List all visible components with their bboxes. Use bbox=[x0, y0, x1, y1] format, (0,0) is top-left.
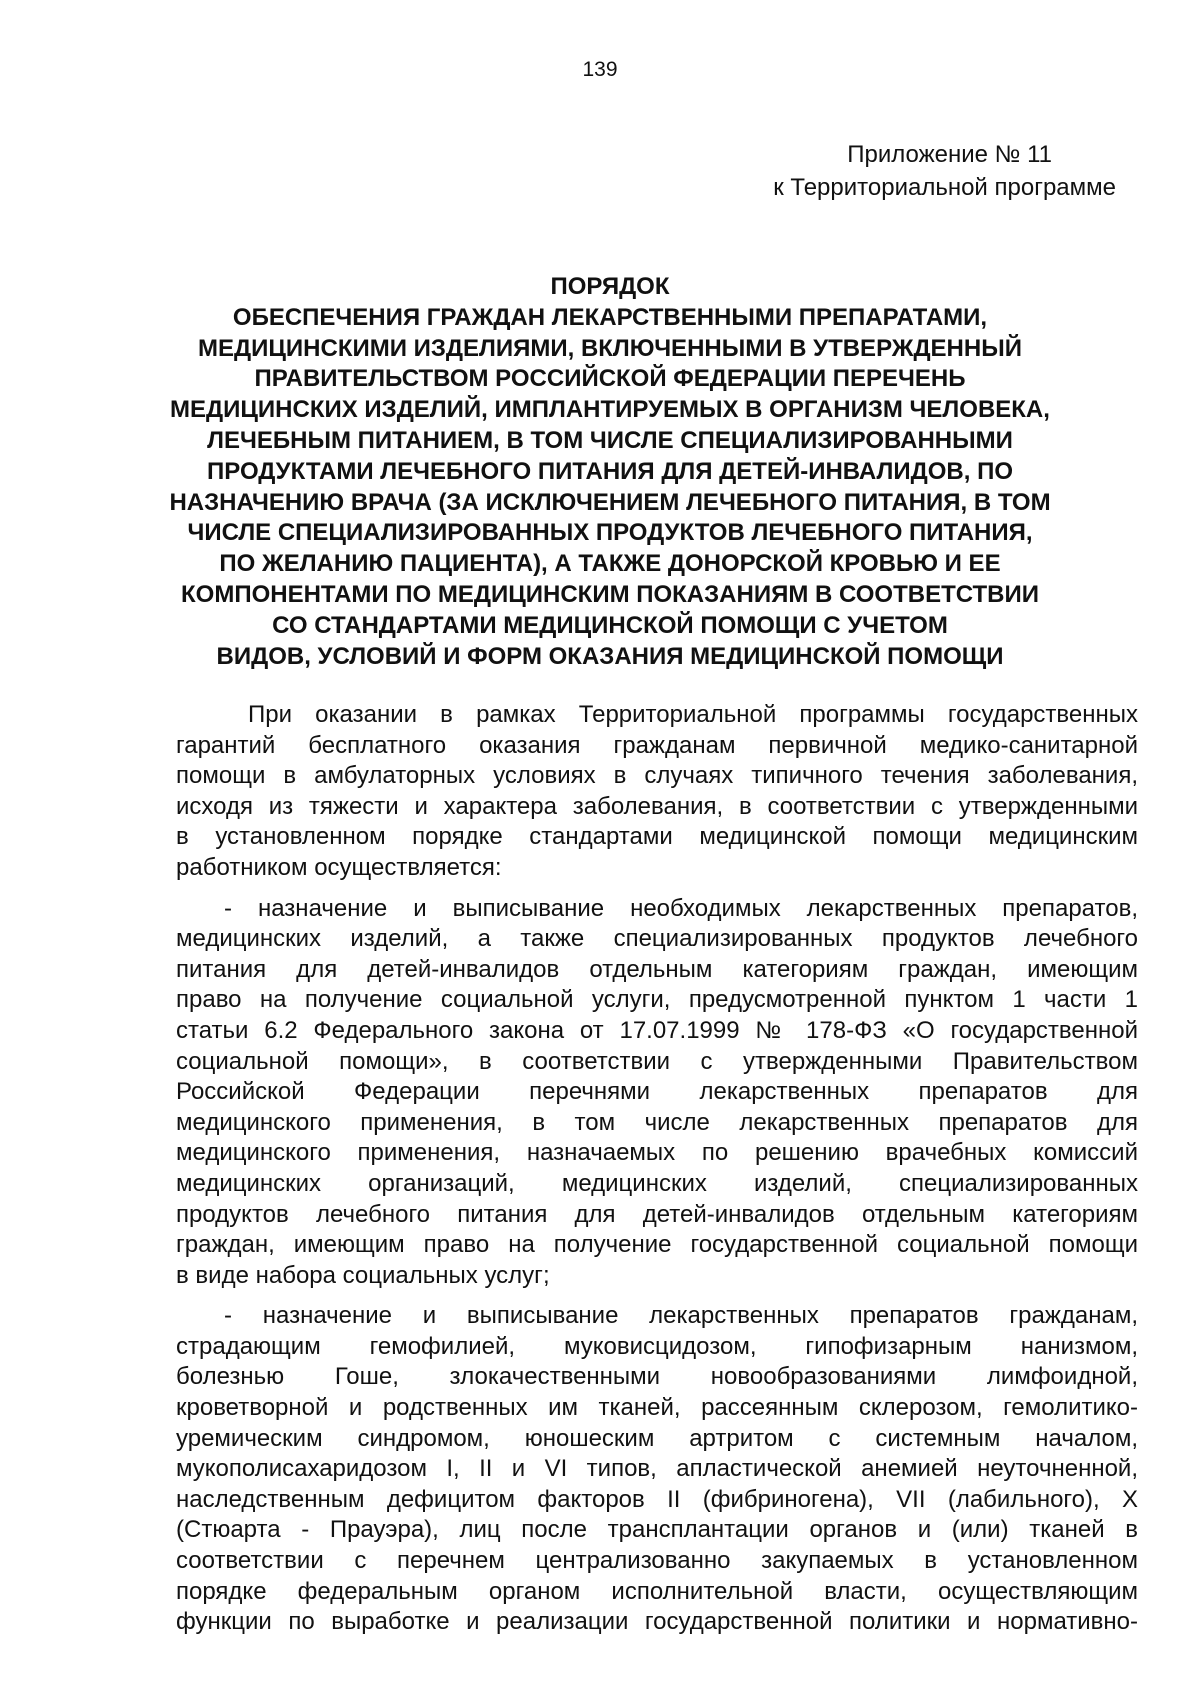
title-line: ВИДОВ, УСЛОВИЙ И ФОРМ ОКАЗАНИЯ МЕДИЦИНСКОЙ ПОМОЩИ bbox=[216, 642, 1004, 670]
text-line: (Стюарта - Прауэра), лиц после трансплантации органов и (или) тканей в bbox=[176, 1516, 1138, 1544]
title-line: КОМПОНЕНТАМИ ПО МЕДИЦИНСКИМ ПОКАЗАНИЯМ В СООТВЕТСТВИИ bbox=[181, 580, 1039, 608]
title-line: СО СТАНДАРТАМИ МЕДИЦИНСКОЙ ПОМОЩИ С УЧЕТОМ bbox=[272, 611, 948, 639]
title-line: НАЗНАЧЕНИЮ ВРАЧА (ЗА ИСКЛЮЧЕНИЕМ ЛЕЧЕБНОГО ПИТАНИЯ, В ТОМ bbox=[169, 488, 1051, 516]
title-line: ЛЕЧЕБНЫМ ПИТАНИЕМ, В ТОМ ЧИСЛЕ СПЕЦИАЛИЗИРОВАННЫМИ bbox=[207, 426, 1013, 454]
document-title bbox=[120, 272, 1100, 672]
text-line: гарантий бесплатного оказания гражданам первичной медико-санитарной bbox=[176, 731, 1138, 759]
text-line: порядке федеральным органом исполнительной власти, осуществляющим bbox=[176, 1577, 1138, 1605]
title-line: ПРОДУКТАМИ ЛЕЧЕБНОГО ПИТАНИЯ ДЛЯ ДЕТЕЙ-ИНВАЛИДОВ, ПО bbox=[207, 457, 1013, 485]
title-line: МЕДИЦИНСКИМИ ИЗДЕЛИЯМИ, ВКЛЮЧЕННЫМИ В УТВЕРЖДЕННЫЙ bbox=[198, 334, 1022, 362]
text-line: право на получение социальной услуги, предусмотренной пунктом 1 части 1 bbox=[176, 986, 1138, 1014]
title-line: ПО ЖЕЛАНИЮ ПАЦИЕНТА), А ТАКЖЕ ДОНОРСКОЙ КРОВЬЮ И ЕЕ bbox=[219, 550, 1001, 578]
text-line: - назначение и выписывание необходимых лекарственных препаратов, bbox=[224, 894, 1138, 922]
text-line: страдающим гемофилией, муковисцидозом, гипофизарным нанизмом, bbox=[176, 1332, 1138, 1360]
text-line: помощи в амбулаторных условиях в случаях типичного течения заболевания, bbox=[176, 762, 1138, 790]
title-line: ПРАВИТЕЛЬСТВОМ РОССИЙСКОЙ ФЕДЕРАЦИИ ПЕРЕЧЕНЬ bbox=[254, 365, 966, 393]
title-line: ЧИСЛЕ СПЕЦИАЛИЗИРОВАННЫХ ПРОДУКТОВ ЛЕЧЕБНОГО ПИТАНИЯ, bbox=[187, 519, 1033, 547]
appendix-reference: к Территориальной программе bbox=[773, 174, 1116, 201]
text-line: соответствии с перечнем централизованно закупаемых в установленном bbox=[176, 1547, 1138, 1575]
body-paragraph bbox=[176, 700, 1138, 884]
text-line: функции по выработке и реализации государственной политики и нормативно- bbox=[176, 1608, 1138, 1636]
text-line: кроветворной и родственных им тканей, рассеянным склерозом, гемолитико- bbox=[176, 1394, 1138, 1422]
text-line: медицинских изделий, а также специализированных продуктов лечебного bbox=[176, 925, 1138, 953]
appendix-header bbox=[516, 138, 1116, 204]
text-line: мукополисахаридозом I, II и VI типов, апластической анемией неуточненной, bbox=[176, 1455, 1138, 1483]
title-line: МЕДИЦИНСКИХ ИЗДЕЛИЙ, ИМПЛАНТИРУЕМЫХ В ОРГАНИЗМ ЧЕЛОВЕКА, bbox=[170, 396, 1050, 424]
page-number: 139 bbox=[582, 58, 618, 81]
list-item-paragraph bbox=[176, 894, 1138, 1292]
text-line: питания для детей-инвалидов отдельным категориям граждан, имеющим bbox=[176, 955, 1138, 983]
text-line: медицинских организаций, медицинских изделий, специализированных bbox=[176, 1169, 1138, 1197]
text-line: При оказании в рамках Территориальной программы государственных bbox=[248, 701, 1138, 728]
text-line: уремическим синдромом, юношеским артритом с системным началом, bbox=[176, 1424, 1138, 1452]
text-line: болезнью Гоше, злокачественными новообразованиями лимфоидной, bbox=[176, 1363, 1138, 1391]
list-item-paragraph bbox=[176, 1301, 1138, 1638]
text-line: медицинского применения, назначаемых по решению врачебных комиссий bbox=[176, 1139, 1138, 1167]
text-line: продуктов лечебного питания для детей-инвалидов отдельным категориям bbox=[176, 1200, 1138, 1228]
text-line: статьи 6.2 Федерального закона от 17.07.1999 № 178-ФЗ «О государственной bbox=[176, 1016, 1138, 1044]
text-line: в установленном порядке стандартами медицинской помощи медицинским bbox=[176, 823, 1138, 851]
text-line: работником осуществляется: bbox=[176, 853, 502, 881]
appendix-number: Приложение № 11 bbox=[847, 141, 1052, 168]
text-line: исходя из тяжести и характера заболевания, в соответствии с утвержденными bbox=[176, 792, 1138, 820]
text-line: Российской Федерации перечнями лекарственных препаратов для bbox=[176, 1078, 1138, 1106]
text-line: - назначение и выписывание лекарственных препаратов гражданам, bbox=[224, 1302, 1138, 1330]
document-body bbox=[176, 700, 1138, 1648]
text-line: в виде набора социальных услуг; bbox=[176, 1261, 550, 1289]
text-line: социальной помощи», в соответствии с утвержденными Правительством bbox=[176, 1047, 1138, 1075]
text-line: медицинского применения, в том числе лекарственных препаратов для bbox=[176, 1108, 1138, 1136]
text-line: наследственным дефицитом факторов II (фибриногена), VII (лабильного), X bbox=[176, 1485, 1138, 1513]
title-line: ОБЕСПЕЧЕНИЯ ГРАЖДАН ЛЕКАРСТВЕННЫМИ ПРЕПАРАТАМИ, bbox=[232, 303, 988, 331]
title-line: ПОРЯДОК bbox=[550, 273, 670, 300]
text-line: граждан, имеющим право на получение государственной социальной помощи bbox=[176, 1231, 1138, 1259]
